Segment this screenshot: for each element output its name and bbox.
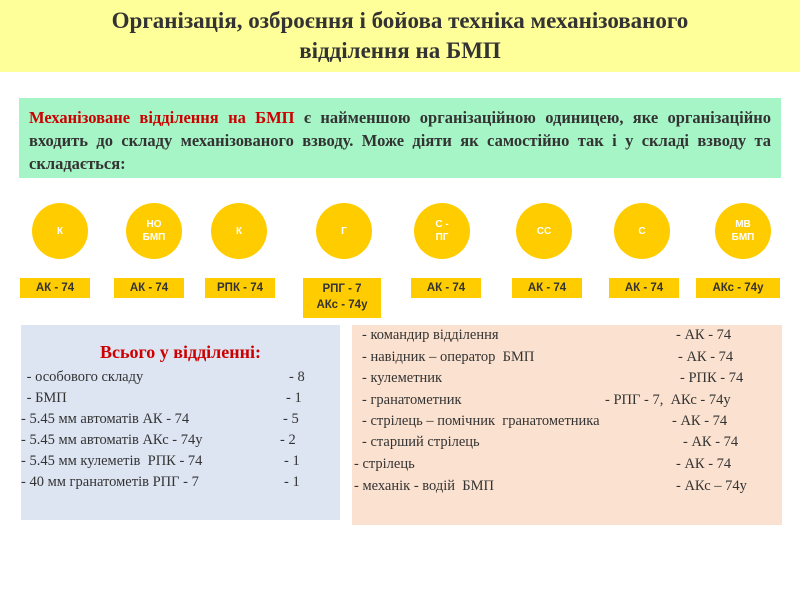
position-abbr: НО БМП [142, 219, 166, 243]
role-label: - стрілець – помічник гранатометника [362, 413, 600, 429]
position-abbr: К [56, 225, 64, 237]
position-circle-rifleman [614, 203, 670, 259]
intro-highlight: Механізоване відділення на БМП [29, 108, 295, 127]
totals-row [21, 451, 340, 471]
position-circle-machine-gunner [211, 203, 267, 259]
weapon-badge [512, 278, 582, 298]
role-row [352, 390, 782, 411]
totals-row-value: - 1 [284, 474, 300, 490]
totals-row [21, 430, 340, 450]
role-label: - гранатометник [362, 392, 462, 408]
position-circle-grenadier [316, 203, 372, 259]
weapon-label: АКс - 74у [316, 299, 368, 311]
position-circle-senior-rifleman [516, 203, 572, 259]
weapon-label: АК - 74 [527, 282, 567, 294]
position-circle-commander [32, 203, 88, 259]
role-label: - стрілець [354, 456, 415, 472]
role-weapon: - АК - 74 [683, 434, 739, 450]
role-row [352, 476, 782, 497]
weapon-label: АК - 74 [624, 282, 664, 294]
totals-row-label: - 40 мм гранатометів РПГ - 7 [21, 474, 199, 490]
weapon-badge [205, 278, 275, 298]
totals-row-label: - БМП [23, 390, 67, 406]
position-abbr: МВ БМП [731, 219, 755, 243]
role-weapon: - АК - 74 [676, 456, 732, 472]
position-abbr: Г [341, 225, 347, 237]
roles-box [352, 325, 782, 525]
totals-box [21, 325, 340, 520]
totals-row-value: - 8 [289, 369, 305, 385]
role-row [352, 411, 782, 432]
role-weapon: - РПГ - 7, АКс - 74у [605, 392, 731, 408]
weapon-label: АК - 74 [35, 282, 75, 294]
role-weapon: - АК - 74 [676, 327, 732, 343]
totals-row-label: - 5.45 мм автоматів АКс - 74у [21, 432, 203, 448]
role-row [352, 454, 782, 475]
role-label: - навідник – оператор БМП [362, 349, 535, 365]
totals-heading: Всього у відділенні: [100, 342, 261, 362]
totals-row-value: - 1 [286, 390, 302, 406]
position-abbr: С [638, 225, 646, 237]
role-row [352, 325, 782, 346]
role-row [352, 347, 782, 368]
weapon-label: АК - 74 [129, 282, 169, 294]
role-row [352, 432, 782, 453]
role-weapon: - АКс – 74у [676, 478, 747, 494]
position-circle-driver-mechanic [715, 203, 771, 259]
totals-row-label: - 5.45 мм автоматів АК - 74 [21, 411, 190, 427]
role-weapon: - АК - 74 [678, 349, 734, 365]
totals-row [21, 388, 340, 408]
weapon-badge [20, 278, 90, 298]
totals-row [21, 367, 340, 387]
weapon-badge [114, 278, 184, 298]
weapon-label: РПК - 74 [217, 282, 263, 294]
role-label: - механік - водій БМП [354, 478, 494, 494]
role-weapon: - АК - 74 [672, 413, 728, 429]
role-label: - старший стрілець [362, 434, 480, 450]
weapon-badge [303, 278, 381, 318]
position-abbr: К [235, 225, 243, 237]
weapon-badge [609, 278, 679, 298]
totals-row-value: - 5 [283, 411, 299, 427]
role-row [352, 368, 782, 389]
weapon-badge [696, 278, 780, 298]
role-weapon: - РПК - 74 [680, 370, 744, 386]
role-label: - командир відділення [362, 327, 499, 343]
position-abbr: СС [536, 225, 552, 237]
title-line-1: Організація, озброєння і бойова техніка механізованого [111, 8, 689, 33]
page-title [0, 6, 800, 66]
position-circle-gunner-operator [126, 203, 182, 259]
weapon-badge [411, 278, 481, 298]
position-abbr: С - ПГ [435, 219, 449, 243]
totals-row [21, 409, 340, 429]
totals-row-value: - 2 [280, 432, 296, 448]
weapon-label: АКс - 74у [712, 282, 764, 294]
totals-row-value: - 1 [284, 453, 300, 469]
weapon-label: АК - 74 [426, 282, 466, 294]
totals-row-label: - особового складу [23, 369, 144, 385]
intro-box [19, 98, 781, 178]
totals-row-label: - 5.45 мм кулеметів РПК - 74 [21, 453, 203, 469]
title-line-2: відділення на БМП [299, 38, 501, 63]
weapon-label: РПГ - 7 [322, 283, 362, 295]
totals-row [21, 472, 340, 492]
role-label: - кулеметник [362, 370, 443, 386]
intro-text: є найменшою організаційною одиницею, яке організаційно входить до складу механізованого взводу. Може діяти як самостійно так і у складі взводу та складається: [29, 108, 771, 173]
position-circle-assistant-grenadier [414, 203, 470, 259]
